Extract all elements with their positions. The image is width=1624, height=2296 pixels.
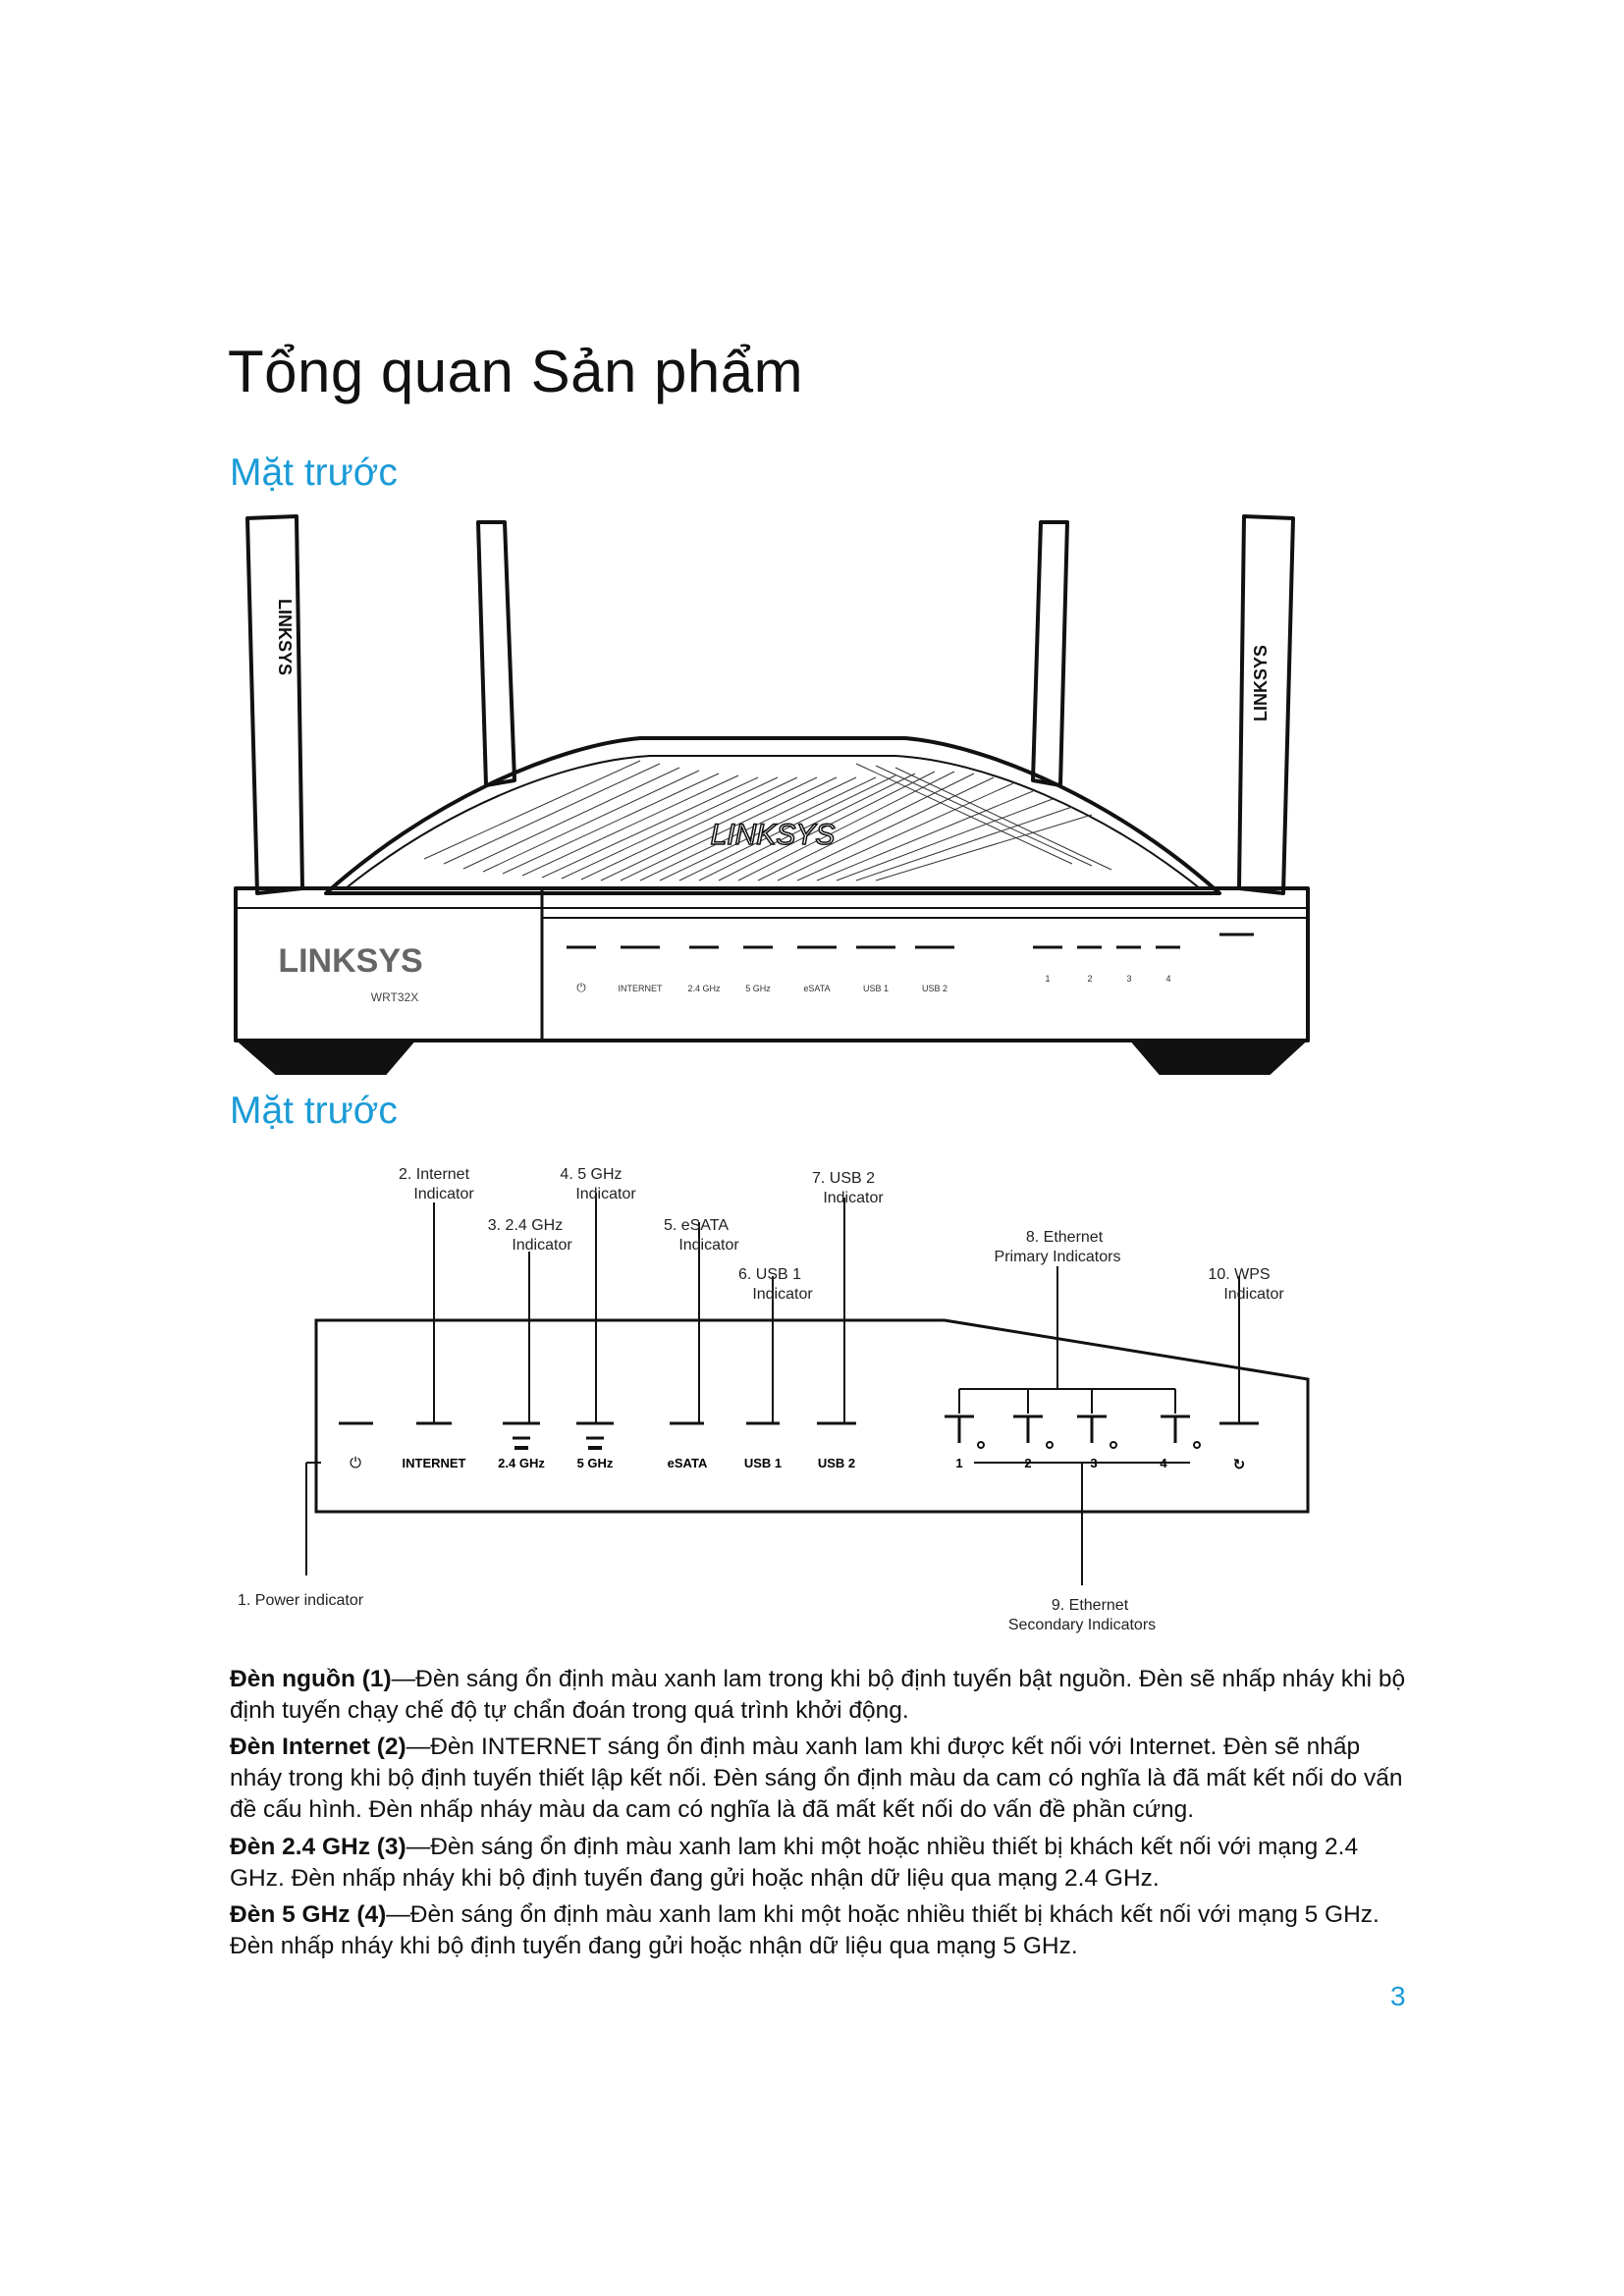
callout-24ghz-line1: 3. 2.4 GHz	[487, 1217, 564, 1234]
antenna-brand-left: LINKSYS	[275, 599, 295, 676]
callout-eth-secondary-line2: Secondary Indicators	[1007, 1617, 1157, 1633]
panel-label-port-4: 4	[1160, 1456, 1167, 1470]
panel-label-24ghz: 2.4 GHz	[498, 1456, 545, 1470]
panel-label-usb1: USB 1	[743, 1456, 783, 1470]
callout-usb2-line1: 7. USB 2	[811, 1170, 876, 1187]
section-heading-front-panel: Mặt trước	[230, 1090, 398, 1132]
callout-wps-line2: Indicator	[1223, 1286, 1284, 1303]
router-led-label-usb1: USB 1	[862, 984, 890, 993]
panel-label-5ghz: 5 GHz	[576, 1456, 614, 1470]
callout-5ghz-line1: 4. 5 GHz	[560, 1166, 623, 1183]
router-led-label-5ghz: 5 GHz	[745, 984, 771, 993]
paragraph-power-led-term: Đèn nguồn (1)	[230, 1666, 392, 1692]
paragraph-internet-led	[230, 1732, 1408, 1826]
paragraph-power-led-text: —Đèn sáng ổn định màu xanh lam trong khi bộ định tuyến bật nguồn. Đèn sẽ nhấp nháy khi bộ định tuyến chạy chế độ tự chẩn đoán trong quá trình khởi động.	[230, 1666, 1406, 1724]
panel-label-port-2: 2	[1024, 1456, 1032, 1470]
panel-label-power: ⏻	[350, 1455, 361, 1471]
panel-label-usb2: USB 2	[817, 1456, 856, 1470]
callout-5ghz-line2: Indicator	[575, 1186, 636, 1202]
callout-usb1-line2: Indicator	[752, 1286, 813, 1303]
router-led-label-esata: eSATA	[803, 984, 831, 993]
callout-24ghz-line2: Indicator	[512, 1237, 572, 1254]
router-front-brand: LINKSYS	[278, 942, 423, 980]
callout-eth-primary-line1: 8. Ethernet	[1025, 1229, 1104, 1246]
antenna-brand-right: LINKSYS	[1251, 644, 1271, 721]
callout-eth-secondary-line1: 9. Ethernet	[1051, 1597, 1129, 1614]
panel-label-port-3: 3	[1090, 1456, 1098, 1470]
router-port-label-2: 2	[1087, 974, 1093, 984]
paragraph-internet-led-text: —Đèn INTERNET sáng ổn định màu xanh lam khi được kết nối với Internet. Đèn sẽ nhấp nháy trong khi bộ định tuyến thiết lập kết nối. Đèn sáng ổn định màu da cam có nghĩa là đã mất kết nối do vấn đề cấu hình. Đèn nhấp nháy màu da cam có nghĩa là đã mất kết nối do vấn đề phần cứng.	[230, 1734, 1403, 1823]
callout-internet-line1: 2. Internet	[398, 1166, 470, 1183]
router-port-label-3: 3	[1126, 974, 1132, 984]
router-led-label-internet: INTERNET	[618, 984, 663, 993]
front-panel-diagram	[228, 1153, 1406, 1654]
router-top-brand: LINKSYS	[710, 819, 836, 851]
panel-label-internet: INTERNET	[402, 1456, 466, 1470]
router-led-power-symbol: ⏻	[576, 981, 586, 994]
callout-eth-primary-line2: Primary Indicators	[994, 1249, 1121, 1265]
router-port-label-1: 1	[1045, 974, 1051, 984]
paragraph-5ghz-led-term: Đèn 5 GHz (4)	[230, 1901, 387, 1928]
paragraph-24ghz-led-text: —Đèn sáng ổn định màu xanh lam khi một hoặc nhiều thiết bị khách kết nối với mạng 2.4 GHz. Đèn nhấp nháy khi bộ định tuyến đang gửi hoặc nhận dữ liệu qua mạng 2.4 GHz.	[230, 1834, 1359, 1892]
page-number: 3	[1390, 1981, 1406, 2011]
callout-esata-line1: 5. eSATA	[663, 1217, 730, 1234]
wps-icon: ↻	[1232, 1457, 1246, 1473]
paragraph-internet-led-term: Đèn Internet (2)	[230, 1734, 406, 1760]
paragraph-power-led	[230, 1664, 1408, 1727]
router-port-label-4: 4	[1165, 974, 1171, 984]
router-led-label-24ghz: 2.4 GHz	[687, 984, 721, 993]
panel-label-port-1: 1	[955, 1456, 963, 1470]
section-heading-front-view: Mặt trước	[230, 452, 398, 494]
callout-wps-line1: 10. WPS	[1208, 1266, 1271, 1283]
panel-label-esata: eSATA	[667, 1456, 708, 1470]
callout-esata-line2: Indicator	[678, 1237, 739, 1254]
page-title: Tổng quan Sản phẩm	[228, 339, 804, 404]
paragraph-24ghz-led	[230, 1832, 1408, 1895]
callout-internet-line2: Indicator	[413, 1186, 474, 1202]
paragraph-24ghz-led-term: Đèn 2.4 GHz (3)	[230, 1834, 406, 1860]
paragraph-5ghz-led	[230, 1899, 1408, 1962]
paragraph-5ghz-led-text: —Đèn sáng ổn định màu xanh lam khi một hoặc nhiều thiết bị khách kết nối với mạng 5 GHz. Đèn nhấp nháy khi bộ định tuyến đang gửi hoặc nhận dữ liệu qua mạng 5 GHz.	[230, 1901, 1380, 1959]
callout-power: 1. Power indicator	[238, 1592, 364, 1609]
router-model: WRT32X	[370, 990, 419, 1004]
callout-usb2-line2: Indicator	[823, 1190, 884, 1206]
router-front-illustration	[228, 510, 1316, 1075]
callout-usb1-line1: 6. USB 1	[737, 1266, 802, 1283]
router-led-label-usb2: USB 2	[921, 984, 948, 993]
